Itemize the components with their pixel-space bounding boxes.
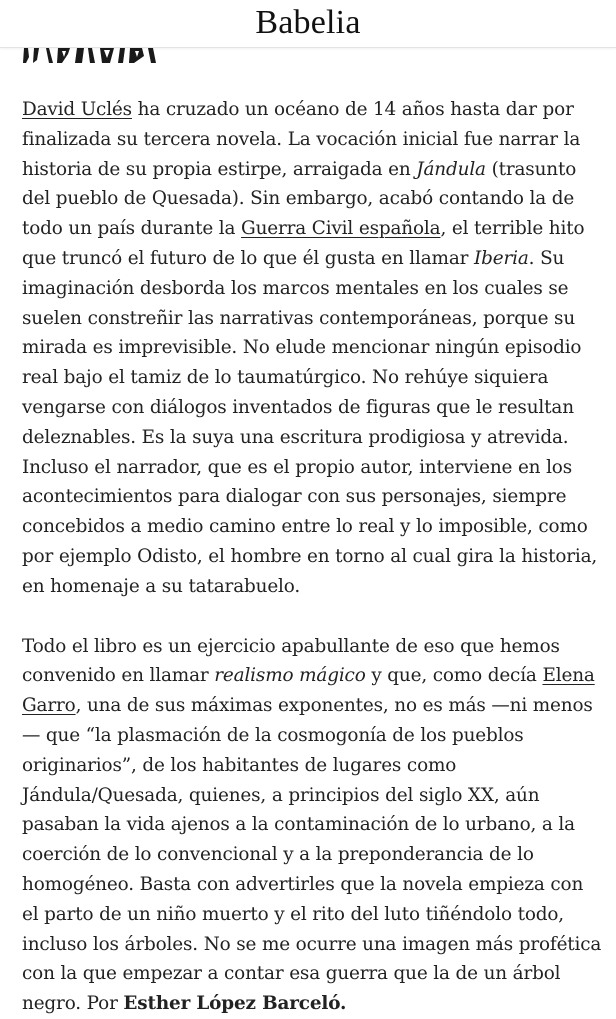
site-logo[interactable]: Babelia (255, 4, 361, 41)
byline-author: Esther López Barceló. (123, 993, 347, 1015)
hero-illustration-edge (22, 48, 162, 63)
article-body (22, 95, 604, 1019)
italic-realismo-magico: realismo mágico (214, 665, 366, 687)
engraving-fragment-icon (22, 48, 162, 63)
author-link-elena-garro[interactable]: Elena Garro (22, 665, 595, 717)
article-paragraph-2: Todo el libro es un ejercicio apabullante de eso que hemos convenido en llamar realismo mágico y que, como decía Elena Garro, una de sus máximas exponentes, no es más —ni menos— que “la plasmación de la cosmogonía de los pueblos originarios”, de los habitantes de lugares como Jándula/Quesada, quienes, a principios del siglo XX, aún pasaban la vida ajenos a la contaminación de lo urbano, a la coerción de lo convencional y a la preponderancia de lo homogéneo. Basta con advertirles que la novela empieza con el parto de un niño muerto y el rito del luto tiñéndolo todo, incluso los árboles. No se me ocurre una imagen más profética con la que empezar a contar esa guerra que la de un árbol negro. Por Esther López Barceló. (22, 635, 602, 1015)
author-link-david-ucles[interactable]: David Uclés (22, 99, 132, 120)
italic-jandula: Jándula (416, 158, 486, 180)
site-header (0, 0, 616, 48)
article-paragraph-1: David Uclés ha cruzado un océano de 14 años hasta dar por finalizada su tercera novela. La vocación inicial fue narrar la historia de su propia estirpe, arraigada en Jándula (trasunto del pueblo de Quesada). Sin embargo, acabó contando la de todo un país durante la Guerra Civil española, el terrible hito que truncó el futuro de lo que él gusta en llamar Iberia. Su imaginación desborda los marcos mentales en los cuales se suelen constreñir las narrativas contemporáneas, porque su mirada es imprevisible. No elude mencionar ningún episodio real bajo el tamiz de lo taumatúrgico. No rehúye siquiera vengarse con diálogos inventados de figuras que le resultan deleznables. Es la suya una escritura prodigiosa y atrevida. Incluso el narrador, que es el propio autor, interviene en los acontecimientos para dialogar con sus personajes, siempre concebidos a medio camino entre lo real y lo imposible, como por ejemplo Odisto, el hombre en torno al cual gira la historia, en homenaje a su tatarabuelo. (22, 99, 598, 597)
italic-iberia: Iberia (474, 247, 529, 269)
topic-link-guerra-civil[interactable]: Guerra Civil española (241, 218, 441, 240)
